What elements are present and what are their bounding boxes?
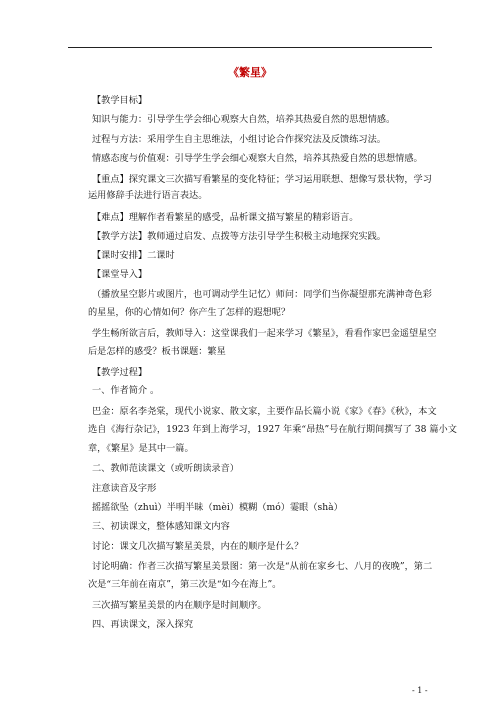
paragraph-line: 运用修辞手法进行语言表达。 xyxy=(88,190,208,201)
paragraph-line: 三、初读课文，整体感知课文内容 xyxy=(92,521,230,532)
paragraph-line: 选自《海行杂记》，1923 年到上海学习，1927 年乘“昂热”号在航行期间撰写了 38 篇小文 xyxy=(88,424,457,435)
paragraph-line: 一、作者简介 。 xyxy=(92,385,160,396)
paragraph-line: 学生畅所欲言后，教师导入：这堂课我们一起来学习《繁星》，看看作家巴金遥望星空 xyxy=(92,328,437,339)
paragraph-line: 三次描写繁星美景的内在顺序是时间顺序。 xyxy=(92,600,267,611)
paragraph-line: 讨论：课文几次描写繁星美景，内在的顺序是什么？ xyxy=(92,541,304,552)
section-heading-intro: 【课堂导入】 xyxy=(92,269,148,280)
page-number: - 1 - xyxy=(412,686,428,695)
paragraph-line: 后是怎样的感受？板书课题：繁星 xyxy=(88,346,226,357)
section-heading-objectives: 【教学目标】 xyxy=(92,95,148,106)
paragraph-line: 巴金：原名李尧棠，现代小说家、散文家，主要作品长篇小说《家》《春》《秋》，本文 xyxy=(92,406,437,417)
paragraph-line: 【难点】理解作者看繁星的感受，品析课文描写繁星的精彩语言。 xyxy=(92,212,359,223)
paragraph-line: 注意读音及字形 xyxy=(92,483,157,494)
paragraph-line: 摇摇欲坠（zhuì）半明半昧（mèi）模糊（mó）霎眼（shà） xyxy=(92,502,343,513)
paragraph-line: 四、再读课文，深入探究 xyxy=(92,619,194,630)
paragraph-line: 次是“三年前在南京”，第三次是“如今在海上”。 xyxy=(88,579,282,590)
paragraph-line: 情感态度与价值观：引导学生学会细心观察大自然，培养其热爱自然的思想情感。 xyxy=(92,153,423,164)
paragraph-line: 【教学方法】教师通过启发、点拨等方法引导学生积极主动地探究实践。 xyxy=(92,231,386,242)
paragraph-line: 的星星，你的心情如何？你产生了怎样的遐想呢？ xyxy=(88,307,291,318)
paragraph-line: 过程与方法：采用学生自主思维法，小组讨论合作探究法及反馈练习法。 xyxy=(92,134,386,145)
paragraph-line: 知识与能力：引导学生学会细心观察大自然，培养其热爱自然的思想情感。 xyxy=(92,114,396,125)
paragraph-line: 二、教师范读课文（或听朗读录音） xyxy=(92,463,239,474)
header-rule xyxy=(68,47,432,48)
paragraph-line: 讨论明确：作者三次描写繁星美景图：第一次是“从前在家乡七、八月的夜晚”，第二 xyxy=(92,561,433,572)
paragraph-line: 章，《繁星》是其中一篇。 xyxy=(88,443,194,454)
document-title: 《繁星》 xyxy=(228,66,272,79)
section-heading-process: 【教学过程】 xyxy=(92,367,148,378)
paragraph-line: 【重点】探究课文三次描写看繁星的变化特征；学习运用联想、想像写景状物，学习 xyxy=(92,174,432,185)
paragraph-line: 【课时安排】二课时 xyxy=(92,250,175,261)
paragraph-line: （播放星空影片或图片，也可调动学生记忆）师问：同学们当你凝望那充满神奇色彩 xyxy=(92,289,432,300)
